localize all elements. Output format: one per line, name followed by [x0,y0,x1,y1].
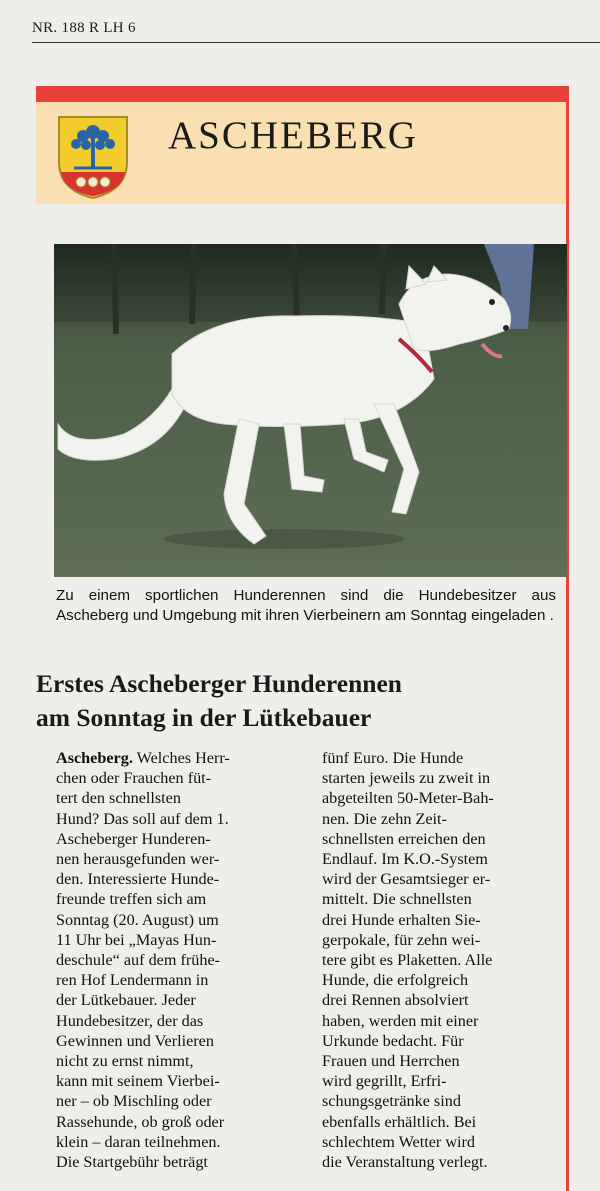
photo-caption: Zu einem sportlichen Hunderennen sind die Hundebesitzer aus Ascheberg und Umgebung mit ihren Vierbeinern am Sonntag eingeladen . [56,587,556,624]
coat-of-arms-icon [56,114,130,200]
headline-line-2: am Sonntag in der Lütkebauer [36,703,372,732]
dog-photo [54,244,567,577]
article-column-1-body: chen oder Frauchen füt- tert den schnellsten Hund? Das soll auf dem 1. Ascheberger Hunderen- nen herausgefunden wer- den. Interessierte Hunde- freunde treffen sich am Sonntag (20. August) um 11 Uhr bei „Mayas Hun- deschule“ auf dem frühe- ren Hof Lendermann in der Lütkebauer. Jeder Hundebesitzer, der das Gewinnen und Verlieren nicht zu ernst nimmt, kann mit seinem Vierbei- ner – ob Mischling oder Rassehunde, ob groß oder klein – daran teilnehmen. Die Startgebühr beträgt [56,769,229,1172]
article-column-1-first-line: Welches Herr- [132,749,230,767]
article-column-1 [56,748,286,1172]
section-red-bar [36,86,568,102]
article-headline [36,667,402,735]
header-rule [32,42,600,43]
section-title: ASCHEBERG [168,114,418,157]
headline-line-1: Erstes Ascheberger Hunderennen [36,669,402,698]
article-column-2: fünf Euro. Die Hunde starten jeweils zu zweit in abgeteilten 50-Meter-Bah- nen. Die zehn Zeit- schnellsten erreichen den Endlauf. Im K.O.-System wird der Gesamtsieger er- mittelt. Die schnellsten drei Hunde erhalten Sie- gerpokale, für zehn wei- tere gibt es Plaketten. Alle Hunde, die erfolgreich drei Rennen absolviert haben, werden mit einer Urkunde bedacht. Für Frauen und Herrchen wird gegrillt, Erfri- schungsgetränke sind ebenfalls erhältlich. Bei schlechtem Wetter wird die Veranstaltung verlegt. [322,749,494,1172]
page-header: NR. 188 R LH 6 [32,20,136,36]
article-dateline: Ascheberg. [56,749,133,767]
